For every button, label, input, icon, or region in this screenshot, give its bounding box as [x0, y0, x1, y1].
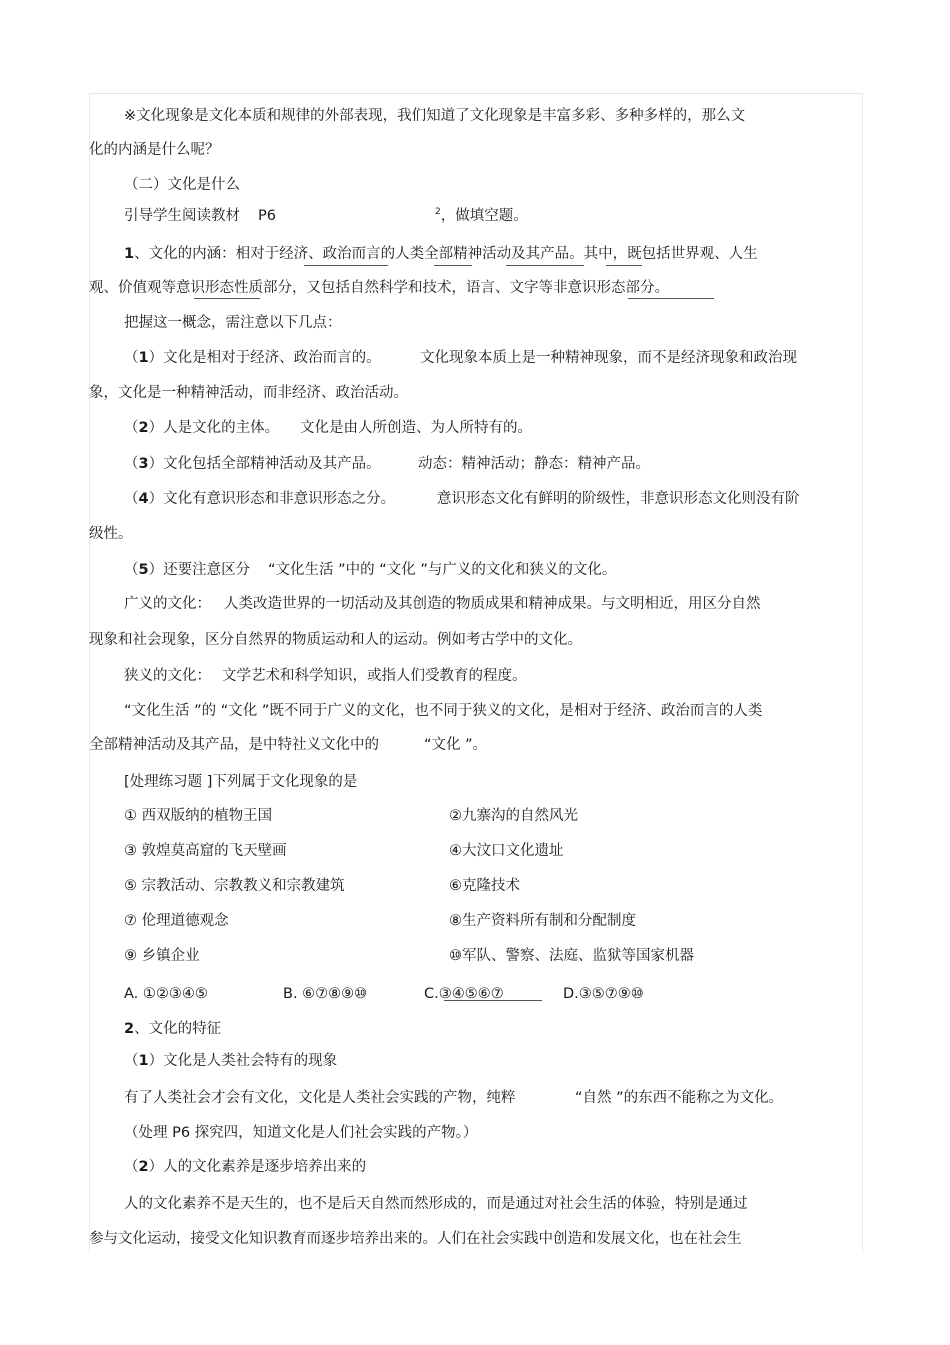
underline-4 [606, 265, 642, 266]
notes-intro: 把握这一概念，需注意以下几点： [124, 315, 342, 331]
feature-1-text-a: 有了人类社会才会有文化，文化是人类社会实践的产物，纯粹 [124, 1090, 516, 1106]
features-number: 2 [124, 1021, 135, 1037]
point-5-desc: “文化生活 ”中的 “文化 ”与广义的文化和狭义的文化。 [268, 562, 617, 578]
exercise-item-3: ③ 敦煌莫高窟的飞天壁画 [124, 843, 287, 859]
underline-5 [194, 298, 260, 299]
point-2: （2）人是文化的主体。 [124, 420, 280, 436]
exercise-item-4: ④大汶口文化遗址 [449, 843, 564, 859]
exercise-item-7: ⑦ 伦理道德观念 [124, 913, 229, 929]
option-a: A. ①②③④⑤ [124, 986, 208, 1002]
narrow-text: 文学艺术和科学知识，或指人们受教育的程度。 [222, 668, 527, 684]
point-4-desc: 意识形态文化有鲜明的阶级性，非意识形态文化则没有阶 [437, 491, 800, 507]
feature-2-number: 2 [138, 1159, 149, 1175]
culture-life-line-2a: 全部精神活动及其产品，是中特社义文化中的 [89, 737, 379, 753]
culture-life-line-2b: “文化 ”。 [424, 737, 488, 753]
feature-1-number: 1 [138, 1053, 149, 1069]
feature-2-title: （2）人的文化素养是逐步培养出来的 [124, 1159, 367, 1175]
option-d: D.③⑤⑦⑨⑩ [563, 986, 644, 1002]
broad-line-1: 人类改造世界的一切活动及其创造的物质成果和精神成果。与文明相近，用区分自然 [224, 596, 761, 612]
underline-3 [506, 265, 584, 266]
section-heading: （二）文化是什么 [124, 177, 240, 193]
exercise-item-9: ⑨ 乡镇企业 [124, 948, 200, 964]
exercise-item-6: ⑥克隆技术 [449, 878, 520, 894]
point-2-number: 2 [138, 420, 149, 436]
definition-text: 、文化的内涵：相对于经济、政治而言的人类全部精神活动及其产品。其中，既包括世界观、人生 [134, 246, 758, 262]
guide-text: 引导学生阅读教材 [124, 208, 240, 224]
guide-rest [435, 207, 528, 227]
broad-label: 广义的文化： [124, 596, 211, 612]
features-heading [124, 1020, 221, 1038]
point-1-title: ）文化是相对于经济、政治而言的。 [148, 350, 381, 366]
point-5-title: ）还要注意区分 [148, 562, 251, 578]
option-b: B. ⑥⑦⑧⑨⑩ [283, 986, 368, 1002]
feature-2-line-1: 人的文化素养不是天生的，也不是后天自然而然形成的，而是通过对社会生活的体验，特别是通过 [124, 1196, 748, 1212]
point-3-desc: 动态：精神活动；静态：精神产品。 [418, 456, 650, 472]
feature-1-title-text: ）文化是人类社会特有的现象 [148, 1053, 338, 1069]
definition-line-2: 观、价值观等意识形态性质部分，又包括自然科学和技术，语言、文字等非意识形态部分。 [89, 280, 669, 296]
point-3-title: ）文化包括全部精神活动及其产品。 [148, 456, 381, 472]
broad-line-2: 现象和社会现象，区分自然界的物质运动和人的运动。例如考古学中的文化。 [89, 632, 582, 648]
feature-1-title: （1）文化是人类社会特有的现象 [124, 1053, 338, 1069]
underline-2 [434, 265, 472, 266]
option-c-underline [444, 1000, 542, 1001]
point-5: （5）还要注意区分 [124, 562, 251, 578]
exercise-item-2: ②九寨沟的自然风光 [449, 808, 578, 824]
point-2-title: ）人是文化的主体。 [148, 420, 280, 436]
feature-2-title-text: ）人的文化素养是逐步培养出来的 [148, 1159, 367, 1175]
footnote-mark: 2 [435, 207, 441, 217]
underline-1 [304, 265, 388, 266]
guide-page: P6 [258, 208, 276, 224]
feature-2-line-2: 参与文化运动，接受文化知识教育而逐步培养出来的。人们在社会实践中创造和发展文化，也在社会生 [89, 1231, 742, 1247]
definition-line-1 [124, 245, 758, 263]
point-5-number: 5 [138, 562, 149, 578]
point-4-number: 4 [138, 491, 149, 507]
guide-rest-text: ，做填空题。 [440, 208, 528, 224]
intro-line-1: ※文化现象是文化本质和规律的外部表现，我们知道了文化现象是丰富多彩、多种多样的，那么文 [124, 108, 746, 124]
point-4-cont: 级性。 [89, 526, 133, 542]
feature-1-note: （处理 P6 探究四，知道文化是人们社会实践的产物。） [124, 1125, 478, 1141]
point-4: （4）文化有意识形态和非意识形态之分。 [124, 491, 396, 507]
guide-line [124, 207, 276, 225]
culture-life-line-1: “文化生活 ”的 “文化 ”既不同于广义的文化，也不同于狭义的文化，是相对于经济、政治而言的人类 [124, 703, 763, 719]
exercise-item-1: ① 西双版纳的植物王国 [124, 808, 273, 824]
exercise-title: [处理练习题 ]下列属于文化现象的是 [124, 774, 358, 790]
exercise-item-10: ⑩军队、警察、法庭、监狱等国家机器 [449, 948, 694, 964]
option-c: C.③④⑤⑥⑦ [424, 986, 504, 1002]
point-3: （3）文化包括全部精神活动及其产品。 [124, 456, 381, 472]
point-3-number: 3 [138, 456, 149, 472]
definition-number: 1 [124, 246, 135, 262]
point-2-desc: 文化是由人所创造、为人所特有的。 [300, 420, 532, 436]
intro-line-2: 化的内涵是什么呢？ [89, 142, 220, 158]
point-1: （1）文化是相对于经济、政治而言的。 [124, 350, 381, 366]
feature-1-text-b: “自然 ”的东西不能称之为文化。 [575, 1090, 784, 1106]
point-1-desc: 文化现象本质上是一种精神现象，而不是经济现象和政治现 [420, 350, 797, 366]
exercise-item-8: ⑧生产资料所有制和分配制度 [449, 913, 636, 929]
point-1-cont: 象，文化是一种精神活动，而非经济、政治活动。 [89, 385, 408, 401]
exercise-item-5: ⑤ 宗教活动、宗教教义和宗教建筑 [124, 878, 345, 894]
point-4-title: ）文化有意识形态和非意识形态之分。 [148, 491, 396, 507]
features-heading-text: 、文化的特征 [134, 1021, 222, 1037]
underline-6 [628, 298, 714, 299]
narrow-label: 狭义的文化： [124, 668, 211, 684]
point-1-number: 1 [138, 350, 149, 366]
